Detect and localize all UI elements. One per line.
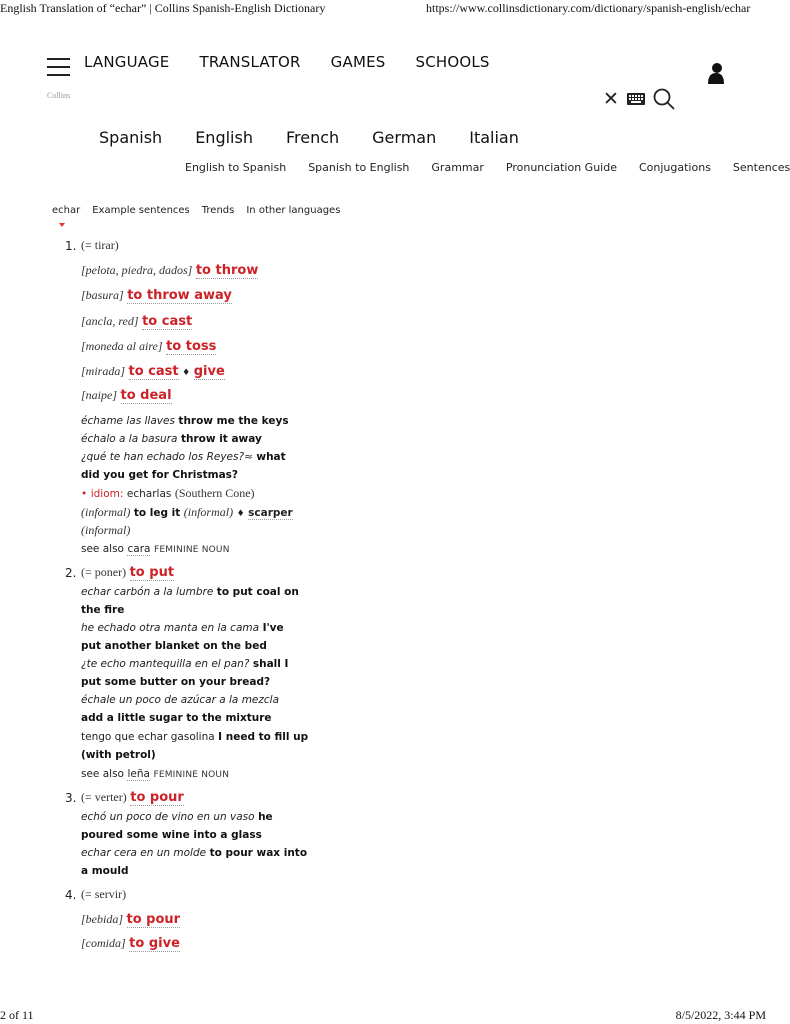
context-label: [moneda al aire] xyxy=(81,339,163,353)
lang-french[interactable]: French xyxy=(285,128,340,147)
register-label: (informal) xyxy=(81,523,131,537)
example-english: a mould xyxy=(81,865,129,877)
example-row-continued xyxy=(81,466,238,484)
register-row xyxy=(81,521,130,540)
nav-translator[interactable]: TRANSLATOR xyxy=(199,53,301,71)
example-row xyxy=(81,808,273,826)
example-spanish: tengo que echar gasolina xyxy=(81,731,215,743)
lang-german[interactable]: German xyxy=(372,128,437,147)
sense-note: (= tirar) xyxy=(81,238,119,252)
translation-link[interactable]: to put xyxy=(129,565,175,580)
example-spanish: ¿te echo mantequilla en el pan? xyxy=(81,658,250,670)
idiom-row xyxy=(81,484,255,503)
context-label: [naipe] xyxy=(81,388,117,402)
subnav-english-to-spanish[interactable]: English to Spanish xyxy=(185,161,287,174)
translation-link[interactable]: to cast xyxy=(142,314,193,329)
translation-link[interactable]: give xyxy=(193,364,225,379)
nav-games[interactable]: GAMES xyxy=(330,53,386,71)
translation-row xyxy=(81,386,172,405)
lang-spanish[interactable]: Spanish xyxy=(99,128,163,147)
sense-note: (= servir) xyxy=(81,887,127,901)
user-icon[interactable] xyxy=(708,62,724,84)
idiom-translation[interactable]: to leg it xyxy=(133,507,181,519)
search-icon[interactable] xyxy=(653,88,675,110)
see-also-label: see also xyxy=(81,543,124,555)
example-english: I've xyxy=(262,622,284,634)
language-tabs xyxy=(99,128,552,147)
register-label: (informal) xyxy=(81,505,131,519)
translation-link[interactable]: to give xyxy=(129,936,180,951)
see-also-link[interactable]: cara xyxy=(127,543,151,555)
nav-schools[interactable]: SCHOOLS xyxy=(415,53,490,71)
example-spanish: échale un poco de azúcar a la mezcla xyxy=(81,694,280,706)
idiom-translation[interactable]: scarper xyxy=(248,507,293,519)
idiom-bullet: • xyxy=(81,488,88,500)
translation-row xyxy=(81,362,225,382)
keyboard-icon[interactable] xyxy=(627,93,645,105)
example-row-continued xyxy=(81,746,156,764)
example-row xyxy=(81,448,286,466)
example-row xyxy=(81,691,279,709)
example-row-continued xyxy=(81,826,262,844)
example-english: to pour wax into xyxy=(209,847,308,859)
translation-link[interactable]: to deal xyxy=(120,388,172,403)
active-tab-marker xyxy=(59,223,65,227)
example-row-continued xyxy=(81,601,124,619)
example-english: put another blanket on the bed xyxy=(81,640,267,652)
sense-number: 3. xyxy=(65,791,77,805)
idiom-label: idiom: xyxy=(90,488,124,500)
context-label: [pelota, piedra, dados] xyxy=(81,263,193,277)
example-english: throw it away xyxy=(180,433,262,445)
sense-number: 4. xyxy=(65,888,77,902)
separator-diamond: ♦ xyxy=(182,368,191,378)
example-english: he xyxy=(258,811,273,823)
translation-row xyxy=(81,337,216,356)
sense-note: (= verter) xyxy=(81,790,127,804)
example-english: the fire xyxy=(81,604,125,616)
example-english: throw me the keys xyxy=(178,415,289,427)
dictionary-subnav xyxy=(185,161,790,174)
translation-row xyxy=(81,261,258,280)
example-row xyxy=(81,844,307,862)
hamburger-icon[interactable] xyxy=(47,58,70,76)
sense-number: 1. xyxy=(65,239,77,253)
subnav-sentences[interactable]: Sentences xyxy=(732,161,790,174)
search-tools xyxy=(603,88,675,110)
context-label: [basura] xyxy=(81,288,124,302)
translation-row xyxy=(81,312,192,331)
example-row xyxy=(81,655,288,673)
idiom-phrase: echarlas xyxy=(126,488,172,500)
separator-diamond: ♦ xyxy=(236,509,245,519)
example-row-continued xyxy=(81,709,272,727)
print-page-url: https://www.collinsdictionary.com/dictionary/spanish-english/echar xyxy=(426,1,751,15)
example-english: (with petrol) xyxy=(81,749,156,761)
translation-row xyxy=(81,788,184,807)
translation-link[interactable]: to throw away xyxy=(127,288,232,303)
nav-language[interactable]: LANGUAGE xyxy=(84,53,170,71)
region-label: (Southern Cone) xyxy=(174,486,255,500)
translation-link[interactable]: to pour xyxy=(126,912,181,927)
approx-symbol: ≈ xyxy=(244,451,253,463)
translation-row xyxy=(81,286,232,305)
translation-link[interactable]: to cast xyxy=(128,364,179,379)
sense-number: 2. xyxy=(65,566,77,580)
example-row xyxy=(81,583,299,601)
example-spanish: echar carbón a la lumbre xyxy=(81,586,214,598)
context-label: [mirada] xyxy=(81,364,126,378)
subnav-conjugations[interactable]: Conjugations xyxy=(638,161,711,174)
translation-row xyxy=(81,563,174,582)
example-row xyxy=(81,728,308,746)
see-also-row xyxy=(81,540,230,559)
example-spanish: echar cera en un molde xyxy=(81,847,207,859)
translation-row xyxy=(81,910,180,929)
main-nav xyxy=(84,53,520,71)
translation-row xyxy=(81,934,180,953)
example-english: add a little sugar to the mixture xyxy=(81,712,272,724)
print-page-title: English Translation of “echar” | Collins Spanish-English Dictionary xyxy=(0,1,326,15)
subnav-spanish-to-english[interactable]: Spanish to English xyxy=(308,161,410,174)
example-spanish: echó un poco de vino en un vaso xyxy=(81,811,255,823)
print-page-number: 2 of 11 xyxy=(0,1008,34,1022)
example-english: shall I xyxy=(252,658,289,670)
example-row-continued xyxy=(81,673,270,691)
idiom-translation-row xyxy=(81,503,293,523)
example-english: what xyxy=(256,451,286,463)
subnav-grammar[interactable]: Grammar xyxy=(431,161,484,174)
example-spanish: he echado otra manta en la cama xyxy=(81,622,260,634)
context-label: [comida] xyxy=(81,936,126,950)
close-icon[interactable]: ✕ xyxy=(603,87,619,110)
see-also-link[interactable]: leña xyxy=(127,768,150,780)
example-english: I need to fill up xyxy=(218,731,309,743)
sense-note: (= poner) xyxy=(81,565,127,579)
subnav-pronunciation-guide[interactable]: Pronunciation Guide xyxy=(505,161,617,174)
translation-link[interactable]: to throw xyxy=(195,263,259,278)
context-label: [ancla, red] xyxy=(81,314,139,328)
translation-link[interactable]: to pour xyxy=(130,790,184,805)
example-row-continued xyxy=(81,862,129,880)
lang-english[interactable]: English xyxy=(195,128,253,147)
example-spanish: échame las llaves xyxy=(81,415,175,427)
example-english: put some butter on your bread? xyxy=(81,676,271,688)
see-also-row xyxy=(81,765,229,784)
collins-logo[interactable]: Collins xyxy=(47,91,71,100)
tab-echar[interactable]: echar xyxy=(52,205,81,216)
tab-other-languages[interactable]: In other languages xyxy=(246,205,341,216)
print-date: 8/5/2022, 3:44 PM xyxy=(675,1008,766,1022)
page-tabs xyxy=(52,205,352,216)
part-of-speech: FEMININE NOUN xyxy=(153,770,230,780)
register-label: (informal) xyxy=(183,505,234,519)
translation-link[interactable]: to toss xyxy=(166,339,217,354)
example-english: did you get for Christmas? xyxy=(81,469,238,481)
lang-italian[interactable]: Italian xyxy=(469,128,519,147)
example-row xyxy=(81,430,262,448)
see-also-label: see also xyxy=(81,768,124,780)
example-english: poured some wine into a glass xyxy=(81,829,262,841)
example-english: to put coal on xyxy=(216,586,299,598)
tab-example-sentences[interactable]: Example sentences xyxy=(92,205,190,216)
example-spanish: échalo a la basura xyxy=(81,433,178,445)
example-spanish: ¿qué te han echado los Reyes? xyxy=(81,451,245,463)
tab-trends[interactable]: Trends xyxy=(201,205,235,216)
part-of-speech: FEMININE NOUN xyxy=(153,545,230,555)
example-row xyxy=(81,619,284,637)
example-row-continued xyxy=(81,637,267,655)
context-label: [bebida] xyxy=(81,912,123,926)
example-row xyxy=(81,412,289,430)
